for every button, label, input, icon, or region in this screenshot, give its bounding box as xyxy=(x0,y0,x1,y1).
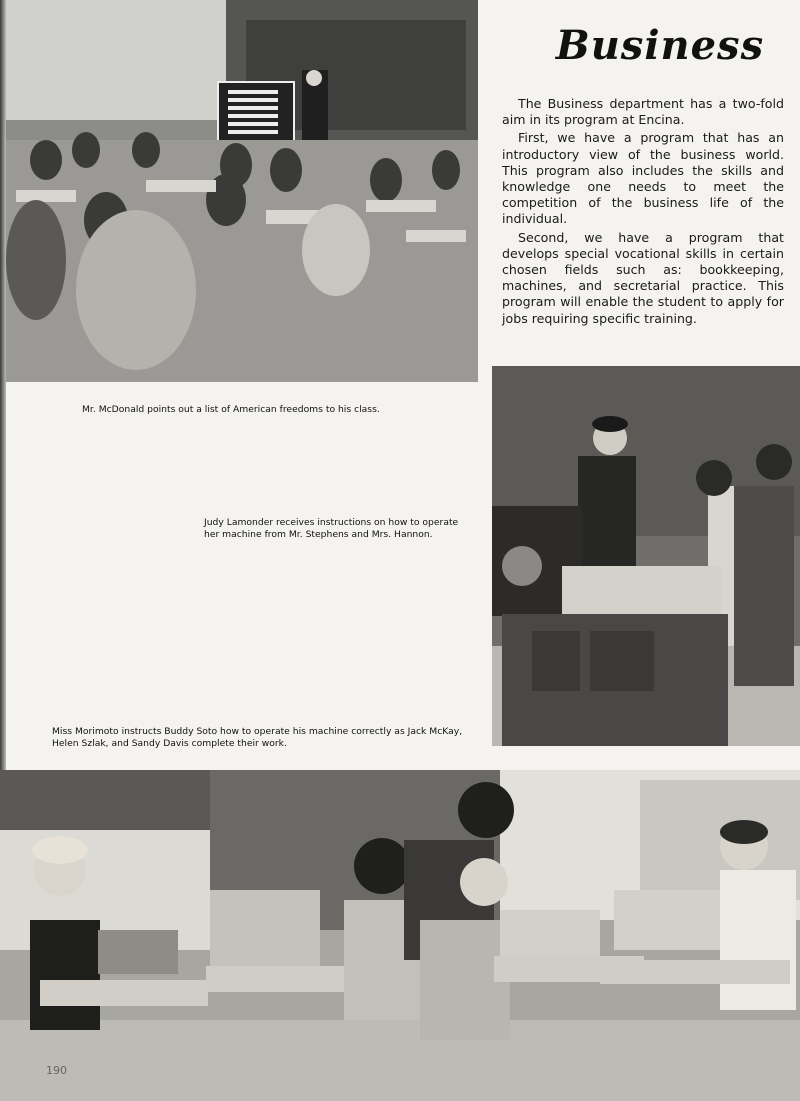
page-number: 190 xyxy=(46,1064,67,1077)
classroom-caption: Mr. McDonald points out a list of American freedoms to his class. xyxy=(82,404,380,415)
duplicator-photo xyxy=(492,366,800,746)
duplicator-caption: Judy Lamonder receives instructions on how to operate her machine from Mr. Stephens and Mrs. Hannon. xyxy=(204,517,459,540)
intro-paragraph: The Business department has a two-fold aim in its program at Encina. xyxy=(502,96,784,128)
intro-paragraph: Second, we have a program that develops special vocational skills in certain chosen fields such as: bookkeeping, machines, and secretarial practice. This program will enable the student to apply for jobs requiring specific training. xyxy=(502,229,784,326)
page-title: Business xyxy=(555,22,765,69)
classroom-photo xyxy=(6,0,478,382)
intro-text xyxy=(502,96,784,329)
typing-caption: Miss Morimoto instructs Buddy Soto how to operate his machine correctly as Jack McKay, Helen Szlak, and Sandy Davis complete their work. xyxy=(52,726,463,749)
typing-class-photo xyxy=(0,770,800,1101)
intro-paragraph: First, we have a program that has an introductory view of the business world. This program also includes the skills and knowledge one needs to meet the competition of the business life of the individual. xyxy=(502,130,784,227)
